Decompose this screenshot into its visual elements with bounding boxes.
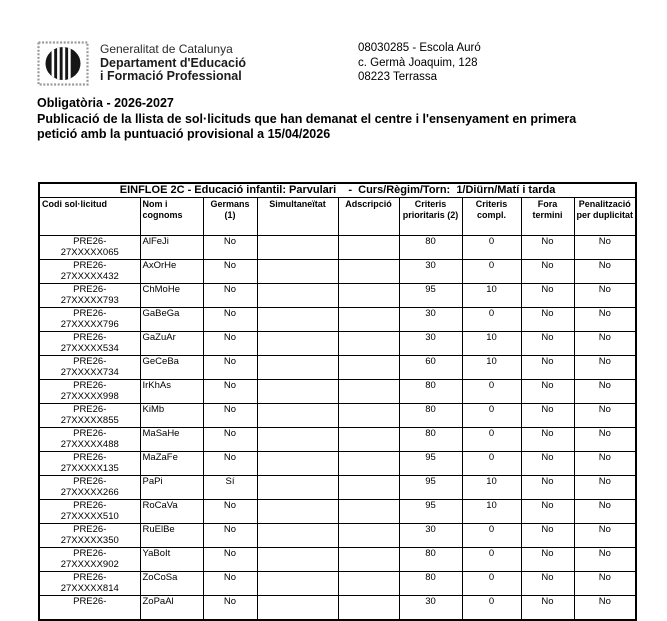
cell-simultaneitat [257, 308, 338, 332]
table-row [39, 476, 636, 500]
cell-name: ZoCoSa [140, 572, 203, 596]
col-header-criteris-prioritaris: Criteris prioritaris (2) [399, 198, 462, 236]
cell-penalitzacio-duplicitat: No [574, 524, 636, 548]
cell-codi-sollicitud: PRE26- 27XXXXX534 [39, 332, 140, 356]
table-row [39, 404, 636, 428]
school-city: 08223 Terrassa [358, 71, 438, 83]
cell-adscripcio [338, 476, 399, 500]
table-row [39, 548, 636, 572]
cell-criteris-prioritaris: 30 [399, 596, 462, 621]
cell-criteris-compl: 0 [462, 380, 521, 404]
cell-fora-termini: No [521, 500, 574, 524]
cell-fora-termini: No [521, 332, 574, 356]
cell-fora-termini: No [521, 428, 574, 452]
header-brand [37, 41, 246, 91]
cell-name: IrKhAs [140, 380, 203, 404]
cell-adscripcio [338, 452, 399, 476]
cell-fora-termini: No [521, 356, 574, 380]
cell-name: MaSaHe [140, 428, 203, 452]
document-title [37, 96, 652, 143]
cell-penalitzacio-duplicitat: No [574, 356, 636, 380]
table-row [39, 380, 636, 404]
cell-germans: No [203, 524, 257, 548]
cell-criteris-compl: 0 [462, 428, 521, 452]
cell-criteris-compl: 10 [462, 476, 521, 500]
cell-name: MaZaFe [140, 452, 203, 476]
cell-germans: No [203, 452, 257, 476]
cell-penalitzacio-duplicitat: No [574, 404, 636, 428]
cell-adscripcio [338, 260, 399, 284]
cell-codi-sollicitud: PRE26- 27XXXXX796 [39, 308, 140, 332]
col-header-fora-termini: Fora termini [521, 198, 574, 236]
cell-codi-sollicitud: PRE26- 27XXXXX855 [39, 404, 140, 428]
cell-adscripcio [338, 404, 399, 428]
cell-germans: No [203, 260, 257, 284]
cell-criteris-prioritaris: 80 [399, 404, 462, 428]
cell-name: RoCaVa [140, 500, 203, 524]
cell-criteris-prioritaris: 30 [399, 260, 462, 284]
cell-criteris-compl: 10 [462, 332, 521, 356]
cell-simultaneitat [257, 452, 338, 476]
cell-penalitzacio-duplicitat: No [574, 236, 636, 260]
cell-simultaneitat [257, 332, 338, 356]
cell-simultaneitat [257, 572, 338, 596]
cell-codi-sollicitud: PRE26- 27XXXXX998 [39, 380, 140, 404]
cell-fora-termini: No [521, 596, 574, 621]
cell-codi-sollicitud: PRE26- [39, 596, 140, 621]
cell-criteris-compl: 0 [462, 236, 521, 260]
title-line-2: Publicació de la llista de sol·licituds que han demanat el centre i l'ensenyament en primera [37, 111, 577, 126]
cell-penalitzacio-duplicitat: No [574, 332, 636, 356]
cell-fora-termini: No [521, 524, 574, 548]
col-header-nom-i-cognoms: Nom i cognoms [140, 198, 203, 236]
org-line-3: i Formació Professional [100, 69, 242, 83]
table-caption-row [39, 183, 636, 198]
cell-name: RuElBe [140, 524, 203, 548]
cell-penalitzacio-duplicitat: No [574, 476, 636, 500]
cell-penalitzacio-duplicitat: No [574, 548, 636, 572]
cell-criteris-compl: 10 [462, 500, 521, 524]
cell-name: ZoPaAl [140, 596, 203, 621]
table-row [39, 596, 636, 621]
table-row [39, 356, 636, 380]
cell-penalitzacio-duplicitat: No [574, 380, 636, 404]
cell-codi-sollicitud: PRE26- 27XXXXX510 [39, 500, 140, 524]
col-header-adscripcio: Adscripció [338, 198, 399, 236]
cell-criteris-compl: 0 [462, 404, 521, 428]
cell-simultaneitat [257, 236, 338, 260]
col-header-simultaneitat: Simultaneïtat [257, 198, 338, 236]
col-header-penalitzacio: Penalització per duplicitat [574, 198, 636, 236]
cell-germans: No [203, 428, 257, 452]
cell-name: YaBoIt [140, 548, 203, 572]
table-header-row [39, 198, 636, 236]
cell-name: ChMoHe [140, 284, 203, 308]
cell-criteris-compl: 0 [462, 572, 521, 596]
cell-codi-sollicitud: PRE26- 27XXXXX065 [39, 236, 140, 260]
cell-adscripcio [338, 380, 399, 404]
school-street: c. Germà Joaquim, 128 [358, 56, 478, 69]
table-row [39, 500, 636, 524]
cell-codi-sollicitud: PRE26- 27XXXXX793 [39, 284, 140, 308]
cell-germans: No [203, 380, 257, 404]
cell-germans: No [203, 404, 257, 428]
generalitat-logo-icon [37, 41, 89, 91]
cell-germans: Sí [203, 476, 257, 500]
cell-name: GaBeGa [140, 308, 203, 332]
table-row [39, 572, 636, 596]
cell-codi-sollicitud: PRE26- 27XXXXX488 [39, 428, 140, 452]
cell-simultaneitat [257, 380, 338, 404]
cell-criteris-compl: 10 [462, 356, 521, 380]
school-address-block [358, 41, 481, 85]
cell-adscripcio [338, 332, 399, 356]
table-row [39, 236, 636, 260]
cell-adscripcio [338, 524, 399, 548]
cell-name: GeCeBa [140, 356, 203, 380]
table-row [39, 284, 636, 308]
cell-germans: No [203, 284, 257, 308]
cell-codi-sollicitud: PRE26- 27XXXXX432 [39, 260, 140, 284]
school-code-name: 08030285 - Escola Auró [358, 42, 481, 54]
col-header-criteris-compl: Criteris compl. [462, 198, 521, 236]
cell-adscripcio [338, 572, 399, 596]
cell-simultaneitat [257, 500, 338, 524]
cell-criteris-prioritaris: 60 [399, 356, 462, 380]
cell-criteris-prioritaris: 80 [399, 548, 462, 572]
cell-codi-sollicitud: PRE26- 27XXXXX135 [39, 452, 140, 476]
table-row [39, 308, 636, 332]
org-line-1: Generalitat de Catalunya [100, 42, 233, 56]
table-head [39, 183, 636, 236]
cell-penalitzacio-duplicitat: No [574, 500, 636, 524]
title-line-1: Obligatòria - 2026-2027 [37, 96, 174, 110]
cell-adscripcio [338, 500, 399, 524]
cell-adscripcio [338, 428, 399, 452]
table-row [39, 428, 636, 452]
title-line-3: petició amb la puntuació provisional a 15/04/2026 [37, 127, 331, 141]
cell-codi-sollicitud: PRE26- 27XXXXX350 [39, 524, 140, 548]
cell-fora-termini: No [521, 308, 574, 332]
cell-name: AlFeJi [140, 236, 203, 260]
cell-simultaneitat [257, 356, 338, 380]
cell-fora-termini: No [521, 404, 574, 428]
cell-germans: No [203, 356, 257, 380]
cell-name: GaZuAr [140, 332, 203, 356]
cell-simultaneitat [257, 404, 338, 428]
cell-codi-sollicitud: PRE26- 27XXXXX734 [39, 356, 140, 380]
cell-germans: No [203, 500, 257, 524]
cell-penalitzacio-duplicitat: No [574, 428, 636, 452]
cell-penalitzacio-duplicitat: No [574, 452, 636, 476]
cell-criteris-prioritaris: 80 [399, 572, 462, 596]
org-line-2: Departament d'Educació [100, 55, 247, 70]
cell-codi-sollicitud: PRE26- 27XXXXX814 [39, 572, 140, 596]
cell-germans: No [203, 332, 257, 356]
cell-fora-termini: No [521, 452, 574, 476]
cell-fora-termini: No [521, 284, 574, 308]
org-name-block [100, 41, 246, 84]
cell-codi-sollicitud: PRE26- 27XXXXX266 [39, 476, 140, 500]
table-row [39, 452, 636, 476]
cell-simultaneitat [257, 284, 338, 308]
cell-penalitzacio-duplicitat: No [574, 596, 636, 621]
cell-simultaneitat [257, 548, 338, 572]
cell-name: KiMb [140, 404, 203, 428]
cell-name: AxOrHe [140, 260, 203, 284]
table-row [39, 260, 636, 284]
cell-germans: No [203, 308, 257, 332]
cell-criteris-prioritaris: 80 [399, 236, 462, 260]
cell-name: PaPi [140, 476, 203, 500]
cell-criteris-compl: 0 [462, 524, 521, 548]
cell-adscripcio [338, 284, 399, 308]
cell-simultaneitat [257, 524, 338, 548]
cell-criteris-compl: 0 [462, 452, 521, 476]
cell-criteris-compl: 0 [462, 260, 521, 284]
cell-germans: No [203, 548, 257, 572]
cell-criteris-prioritaris: 95 [399, 476, 462, 500]
cell-criteris-compl: 10 [462, 284, 521, 308]
col-header-germans: Germans (1) [203, 198, 257, 236]
cell-criteris-prioritaris: 95 [399, 452, 462, 476]
cell-criteris-prioritaris: 30 [399, 332, 462, 356]
table-caption: EINFLOE 2C - Educació infantil: Parvulari - Curs/Règim/Torn: 1/Diürn/Matí i tarda [39, 183, 636, 198]
cell-adscripcio [338, 596, 399, 621]
cell-fora-termini: No [521, 236, 574, 260]
cell-criteris-prioritaris: 80 [399, 380, 462, 404]
cell-criteris-prioritaris: 95 [399, 284, 462, 308]
cell-penalitzacio-duplicitat: No [574, 284, 636, 308]
cell-penalitzacio-duplicitat: No [574, 572, 636, 596]
cell-fora-termini: No [521, 380, 574, 404]
cell-adscripcio [338, 308, 399, 332]
cell-criteris-prioritaris: 30 [399, 524, 462, 548]
cell-criteris-compl: 0 [462, 596, 521, 621]
cell-adscripcio [338, 236, 399, 260]
cell-adscripcio [338, 356, 399, 380]
cell-germans: No [203, 236, 257, 260]
cell-fora-termini: No [521, 548, 574, 572]
col-header-codi-sollicitud: Codi sol·licitud [39, 198, 140, 236]
cell-germans: No [203, 572, 257, 596]
cell-germans: No [203, 596, 257, 621]
cell-simultaneitat [257, 260, 338, 284]
table-body [39, 236, 636, 621]
cell-criteris-compl: 0 [462, 548, 521, 572]
cell-simultaneitat [257, 428, 338, 452]
cell-fora-termini: No [521, 572, 574, 596]
table-row [39, 524, 636, 548]
cell-simultaneitat [257, 596, 338, 621]
cell-codi-sollicitud: PRE26- 27XXXXX902 [39, 548, 140, 572]
cell-criteris-prioritaris: 95 [399, 500, 462, 524]
cell-simultaneitat [257, 476, 338, 500]
cell-penalitzacio-duplicitat: No [574, 260, 636, 284]
cell-fora-termini: No [521, 260, 574, 284]
applications-table [38, 182, 637, 621]
table-row [39, 332, 636, 356]
cell-penalitzacio-duplicitat: No [574, 308, 636, 332]
cell-fora-termini: No [521, 476, 574, 500]
cell-adscripcio [338, 548, 399, 572]
cell-criteris-compl: 0 [462, 308, 521, 332]
cell-criteris-prioritaris: 80 [399, 428, 462, 452]
cell-criteris-prioritaris: 30 [399, 308, 462, 332]
